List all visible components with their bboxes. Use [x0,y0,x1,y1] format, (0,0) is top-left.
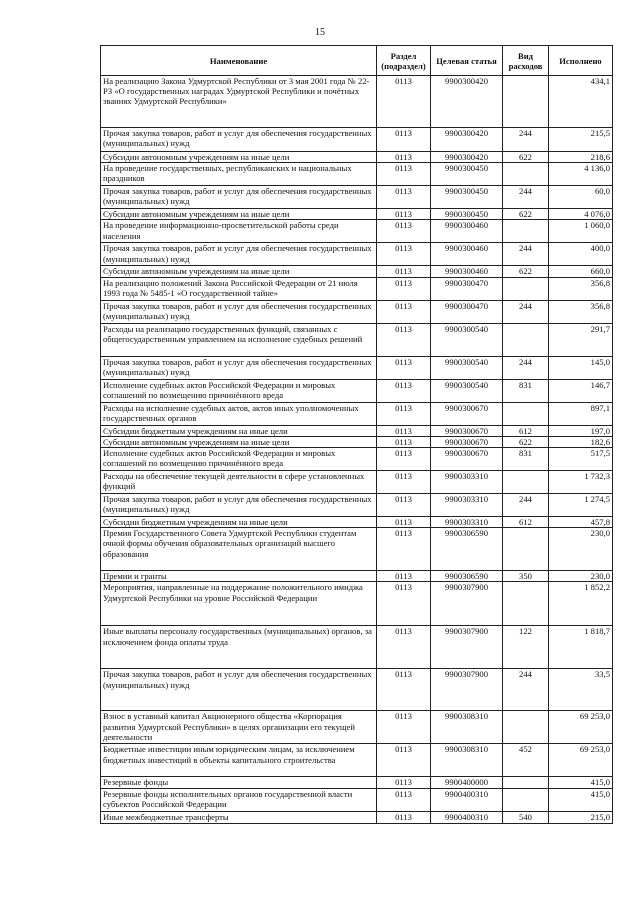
cell-section: 0113 [377,436,431,447]
cell-name: Расходы на реализацию государственных функций, связанных с общегосударственным управлением на исполнение судебных решений [101,323,377,356]
cell-name: Расходы на обеспечение текущей деятельности в сфере установленных функций [101,471,377,494]
cell-amount: 415,0 [549,788,613,811]
cell-name: Иные выплаты персоналу государственных (муниципальных) органов, за исключением фонда оплаты труда [101,626,377,669]
cell-name: Субсидии автономным учреждениям на иные цели [101,209,377,220]
cell-kind [503,711,549,744]
cell-section: 0113 [377,425,431,436]
cell-amount: 4 136,0 [549,163,613,186]
table-row [101,163,613,186]
table-header-row [101,46,613,76]
cell-section: 0113 [377,323,431,356]
table-row [101,209,613,220]
cell-article: 9900300670 [431,425,503,436]
table-row [101,528,613,571]
cell-kind [503,471,549,494]
cell-article: 9900300470 [431,300,503,323]
cell-amount: 33,5 [549,669,613,711]
cell-amount: 660,0 [549,266,613,277]
cell-amount: 218,6 [549,152,613,163]
cell-amount: 1 732,3 [549,471,613,494]
cell-article: 9900303310 [431,517,503,528]
cell-article: 9900300460 [431,220,503,243]
cell-section: 0113 [377,788,431,811]
cell-article: 9900308310 [431,744,503,777]
cell-name: Прочая закупка товаров, работ и услуг для обеспечения государственных (муниципальных) нужд [101,300,377,323]
cell-article: 9900303310 [431,471,503,494]
column-header-article: Целевая статья [431,46,503,76]
cell-name: Взнос в уставный капитал Акционерного общества «Корпорация развития Удмуртской Республики» в целях организации его текущей деятельности [101,711,377,744]
cell-amount: 230,0 [549,571,613,582]
cell-kind: 244 [503,128,549,152]
cell-kind [503,76,549,128]
table-row [101,323,613,356]
cell-article: 9900303310 [431,494,503,517]
cell-section: 0113 [377,186,431,209]
table-row [101,471,613,494]
cell-name: Премия Государственного Совета Удмуртской Республики студентам очной формы обучения образовательных организаций высшего образования [101,528,377,571]
table-row [101,220,613,243]
cell-amount: 215,0 [549,811,613,823]
cell-section: 0113 [377,528,431,571]
budget-execution-table [100,45,613,824]
cell-article: 9900400310 [431,811,503,823]
cell-section: 0113 [377,711,431,744]
cell-amount: 291,7 [549,323,613,356]
cell-name: Иные межбюджетные трансферты [101,811,377,823]
cell-section: 0113 [377,494,431,517]
cell-amount: 356,8 [549,277,613,300]
cell-section: 0113 [377,811,431,823]
column-header-amount: Исполнено [549,46,613,76]
cell-name: Субсидии бюджетным учреждениям на иные цели [101,425,377,436]
column-header-kind: Вид расходов [503,46,549,76]
cell-kind: 612 [503,425,549,436]
cell-kind: 831 [503,379,549,402]
cell-name: Мероприятия, направленные на поддержание положительного имиджа Удмуртской Республики на уровне Российской Федерации [101,582,377,626]
cell-amount: 182,6 [549,436,613,447]
cell-amount: 197,0 [549,425,613,436]
cell-kind: 622 [503,209,549,220]
cell-name: Прочая закупка товаров, работ и услуг для обеспечения государственных (муниципальных) нужд [101,128,377,152]
cell-kind [503,528,549,571]
cell-article: 9900300670 [431,448,503,471]
cell-article: 9900300420 [431,76,503,128]
cell-name: Субсидии автономным учреждениям на иные цели [101,152,377,163]
table-row [101,811,613,823]
cell-amount: 69 253,0 [549,744,613,777]
cell-section: 0113 [377,571,431,582]
cell-kind: 350 [503,571,549,582]
cell-article: 9900300460 [431,266,503,277]
cell-amount: 4 076,0 [549,209,613,220]
cell-amount: 400,0 [549,243,613,266]
table-row [101,425,613,436]
cell-amount: 215,5 [549,128,613,152]
cell-name: На реализацию положений Закона Российской Федерации от 21 июля 1993 года № 5485-1 «О государственной тайне» [101,277,377,300]
cell-name: Исполнение судебных актов Российской Федерации и мировых соглашений по возмещению причинённого вреда [101,379,377,402]
cell-article: 9900400310 [431,788,503,811]
cell-kind [503,402,549,425]
cell-kind: 540 [503,811,549,823]
table-row [101,517,613,528]
cell-article: 9900300540 [431,379,503,402]
table-row [101,626,613,669]
table-row [101,788,613,811]
cell-section: 0113 [377,777,431,788]
cell-section: 0113 [377,152,431,163]
cell-article: 9900400000 [431,777,503,788]
table-row [101,266,613,277]
table-row [101,402,613,425]
cell-kind: 622 [503,436,549,447]
cell-article: 9900300450 [431,209,503,220]
cell-section: 0113 [377,669,431,711]
cell-amount: 356,8 [549,300,613,323]
cell-name: Исполнение судебных актов Российской Федерации и мировых соглашений по возмещению причинённого вреда [101,448,377,471]
cell-section: 0113 [377,277,431,300]
table-row [101,777,613,788]
cell-article: 9900300450 [431,163,503,186]
cell-section: 0113 [377,76,431,128]
cell-section: 0113 [377,517,431,528]
cell-kind: 831 [503,448,549,471]
cell-name: На проведение государственных, республиканских и национальных праздников [101,163,377,186]
cell-kind: 622 [503,266,549,277]
column-header-section: Раздел (подраздел) [377,46,431,76]
table-row [101,379,613,402]
cell-name: Прочая закупка товаров, работ и услуг для обеспечения государственных (муниципальных) нужд [101,243,377,266]
cell-article: 9900307900 [431,669,503,711]
cell-article: 9900300540 [431,323,503,356]
cell-article: 9900300420 [431,128,503,152]
cell-kind: 244 [503,186,549,209]
page-number: 15 [315,27,325,38]
cell-article: 9900300540 [431,356,503,379]
cell-section: 0113 [377,582,431,626]
cell-amount: 1 274,5 [549,494,613,517]
cell-article: 9900300670 [431,402,503,425]
table-row [101,186,613,209]
cell-amount: 1 818,7 [549,626,613,669]
cell-kind: 612 [503,517,549,528]
cell-article: 9900300460 [431,243,503,266]
cell-kind [503,777,549,788]
cell-kind: 122 [503,626,549,669]
table-row [101,711,613,744]
cell-article: 9900300470 [431,277,503,300]
cell-kind: 244 [503,300,549,323]
cell-kind: 452 [503,744,549,777]
table-row [101,277,613,300]
cell-article: 9900306590 [431,528,503,571]
table-row [101,152,613,163]
cell-section: 0113 [377,300,431,323]
table-row [101,300,613,323]
cell-section: 0113 [377,209,431,220]
cell-kind: 244 [503,243,549,266]
cell-name: Расходы на исполнение судебных актов, актов иных уполномоченных государственных органов [101,402,377,425]
cell-section: 0113 [377,626,431,669]
cell-name: Субсидии бюджетным учреждениям на иные цели [101,517,377,528]
cell-kind [503,277,549,300]
cell-amount: 230,0 [549,528,613,571]
cell-name: Прочая закупка товаров, работ и услуг для обеспечения государственных (муниципальных) нужд [101,186,377,209]
cell-section: 0113 [377,402,431,425]
cell-name: Субсидии автономным учреждениям на иные цели [101,436,377,447]
cell-kind: 244 [503,669,549,711]
table-row [101,436,613,447]
cell-name: На реализацию Закона Удмуртской Республики от 3 мая 2001 года № 22-РЗ «О государственных наградах Удмуртской Республики и почётных званиях Удмуртской Республики» [101,76,377,128]
table-row [101,744,613,777]
table-row [101,571,613,582]
cell-section: 0113 [377,163,431,186]
cell-article: 9900306590 [431,571,503,582]
cell-name: Бюджетные инвестиции иным юридическим лицам, за исключением бюджетных инвестиций в объекты капитального строительства [101,744,377,777]
cell-kind: 244 [503,356,549,379]
cell-section: 0113 [377,379,431,402]
column-header-name: Наименование [101,46,377,76]
table-row [101,128,613,152]
cell-kind [503,582,549,626]
cell-name: Премии и гранты [101,571,377,582]
cell-kind [503,220,549,243]
cell-section: 0113 [377,128,431,152]
cell-name: Прочая закупка товаров, работ и услуг для обеспечения государственных (муниципальных) нужд [101,356,377,379]
cell-article: 9900300450 [431,186,503,209]
cell-amount: 897,1 [549,402,613,425]
cell-amount: 457,8 [549,517,613,528]
table-row [101,243,613,266]
cell-section: 0113 [377,744,431,777]
cell-article: 9900308310 [431,711,503,744]
cell-name: Субсидии автономным учреждениям на иные цели [101,266,377,277]
cell-amount: 1 852,2 [549,582,613,626]
cell-article: 9900300670 [431,436,503,447]
cell-name: Резервные фонды исполнительных органов государственной власти субъектов Российской Федерации [101,788,377,811]
table-row [101,669,613,711]
cell-kind [503,163,549,186]
cell-article: 9900300420 [431,152,503,163]
cell-amount: 69 253,0 [549,711,613,744]
cell-kind: 244 [503,494,549,517]
cell-section: 0113 [377,471,431,494]
cell-amount: 517,5 [549,448,613,471]
cell-name: Резервные фонды [101,777,377,788]
cell-section: 0113 [377,243,431,266]
cell-amount: 1 060,0 [549,220,613,243]
cell-name: Прочая закупка товаров, работ и услуг для обеспечения государственных (муниципальных) нужд [101,669,377,711]
cell-name: На проведение информационно-просветительской работы среди населения [101,220,377,243]
cell-amount: 415,0 [549,777,613,788]
cell-section: 0113 [377,448,431,471]
cell-amount: 146,7 [549,379,613,402]
cell-kind [503,323,549,356]
cell-article: 9900307900 [431,626,503,669]
cell-amount: 434,1 [549,76,613,128]
cell-section: 0113 [377,220,431,243]
cell-article: 9900307900 [431,582,503,626]
table-row [101,448,613,471]
cell-amount: 60,0 [549,186,613,209]
table-body [101,76,613,824]
table-row [101,356,613,379]
cell-amount: 145,0 [549,356,613,379]
cell-section: 0113 [377,266,431,277]
table-row [101,76,613,128]
cell-kind [503,788,549,811]
table-row [101,494,613,517]
cell-kind: 622 [503,152,549,163]
cell-name: Прочая закупка товаров, работ и услуг для обеспечения государственных (муниципальных) нужд [101,494,377,517]
table-row [101,582,613,626]
cell-section: 0113 [377,356,431,379]
